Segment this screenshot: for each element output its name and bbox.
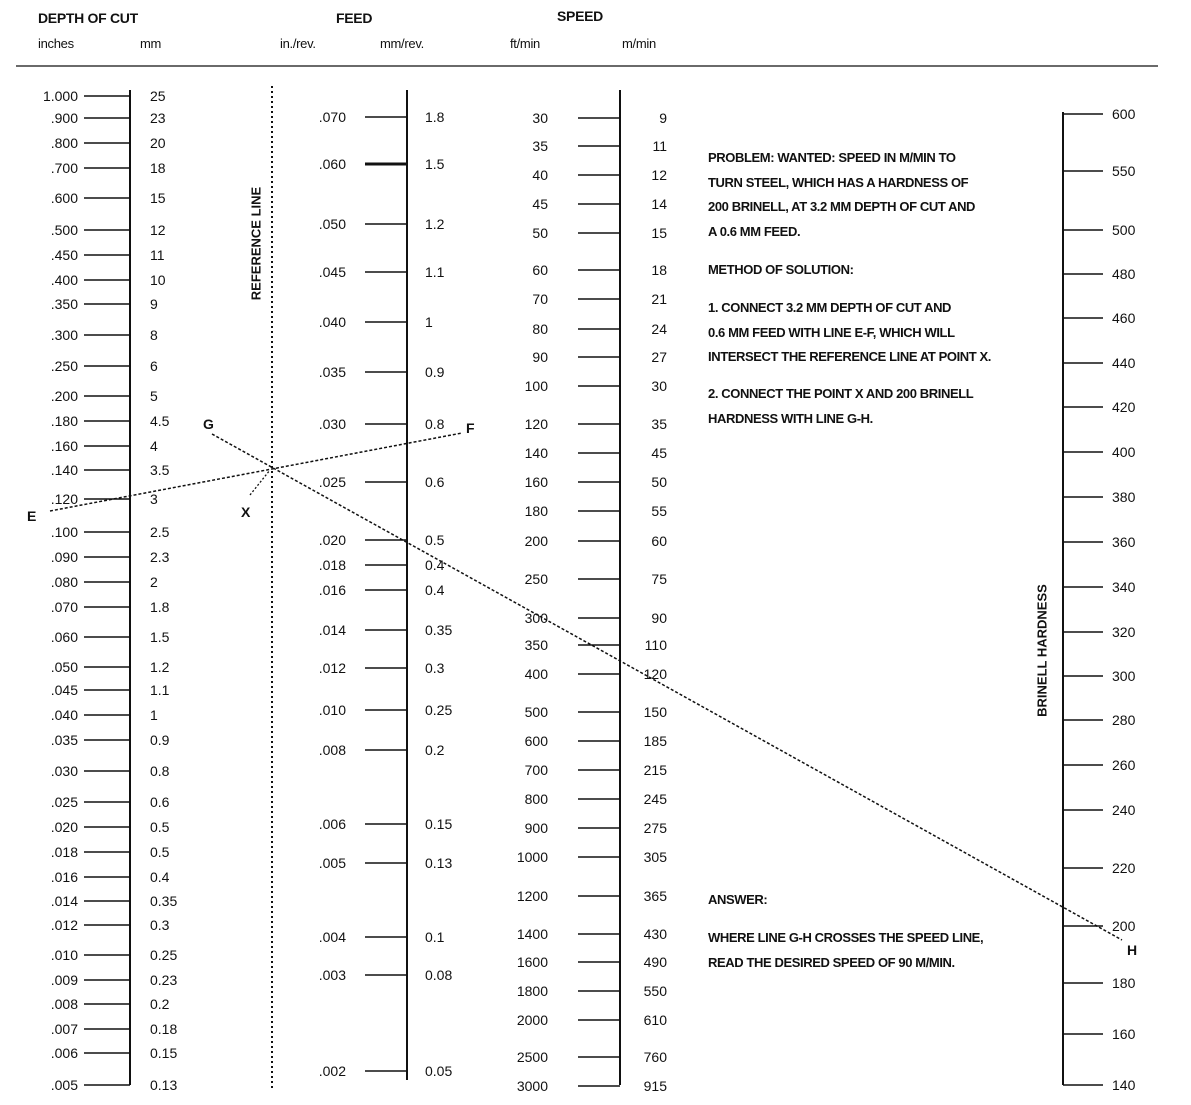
depth-mm-label: 0.3 (150, 917, 170, 933)
brinell-label: 340 (1112, 579, 1136, 595)
speed-mmin-label: 430 (643, 926, 667, 942)
depth-mm-label: 0.25 (150, 947, 178, 963)
depth-inch-label: .200 (50, 388, 78, 404)
depth-inch-label: .160 (50, 438, 78, 454)
speed-ftmin-label: 70 (532, 291, 548, 307)
problem-line: 200 BRINELL, AT 3.2 MM DEPTH OF CUT AND (708, 199, 976, 214)
feed-inrev-label: .025 (318, 474, 346, 490)
brinell-label: 200 (1112, 918, 1136, 934)
depth-mm-label: 11 (150, 247, 165, 263)
depth-inch-label: .400 (50, 272, 78, 288)
depth-inch-label: .100 (50, 524, 78, 540)
method-line: INTERSECT THE REFERENCE LINE AT POINT X. (708, 349, 992, 364)
brinell-label: 460 (1112, 310, 1136, 326)
speed-mmin-label: 45 (651, 445, 667, 461)
depth-mm-label: 6 (150, 358, 158, 374)
speed-mmin-label: 365 (643, 888, 667, 904)
depth-mm-label: 12 (150, 222, 166, 238)
speed-ftmin-label: 80 (532, 321, 548, 337)
depth-inch-label: .008 (50, 996, 78, 1012)
brinell-label: 420 (1112, 399, 1136, 415)
point-e-label: E (27, 508, 37, 524)
x-pointer (250, 470, 270, 495)
speed-mmin-label: 55 (651, 503, 667, 519)
speed-mmin-label: 18 (651, 262, 667, 278)
speed-ftmin-label: 250 (524, 571, 548, 587)
speed-title: SPEED (557, 8, 603, 24)
brinell-label: 360 (1112, 534, 1136, 550)
speed-ftmin-label: 1600 (516, 954, 548, 970)
depth-inch-label: .025 (50, 794, 78, 810)
brinell-label: 600 (1112, 106, 1136, 122)
speed-ftmin-label: 50 (532, 225, 548, 241)
depth-mm-label: 0.23 (150, 972, 178, 988)
feed-mmrev-label: 0.13 (425, 855, 453, 871)
point-g-label: G (203, 416, 214, 432)
depth-inch-label: .006 (50, 1045, 78, 1061)
feed-inrev-label: .040 (318, 314, 346, 330)
depth-mm-label: 18 (150, 160, 166, 176)
problem-text (708, 146, 975, 244)
speed-mmin-label: 120 (643, 666, 667, 682)
depth-inch-label: .009 (50, 972, 78, 988)
speed-mmin-label: 24 (651, 321, 667, 337)
speed-mmin-label: 27 (651, 349, 667, 365)
depth-mm-label: 25 (150, 88, 166, 104)
speed-ftmin-label: 300 (524, 610, 548, 626)
depth-mm-label: 1.5 (150, 629, 170, 645)
speed-ftmin-label: 200 (524, 533, 548, 549)
feed-inrev-label: .014 (318, 622, 346, 638)
speed-ftmin-label: 1800 (516, 983, 548, 999)
depth-inch-label: .140 (50, 462, 78, 478)
feed-inrev-label: .050 (318, 216, 346, 232)
feed-inrev-label: .035 (318, 364, 346, 380)
speed-ftmin-label: 40 (532, 167, 548, 183)
speed-ftmin-label: 800 (524, 791, 548, 807)
depth-mm-label: 4 (150, 438, 158, 454)
feed-inrev-label: .016 (318, 582, 346, 598)
feed-mmrev-label: 0.2 (425, 742, 445, 758)
speed-mmin-label: 305 (643, 849, 667, 865)
depth-inch-label: .350 (50, 296, 78, 312)
speed-mmin-label: 12 (651, 167, 667, 183)
speed-ftmin-label: 35 (532, 138, 548, 154)
depth-mm-label: 3.5 (150, 462, 170, 478)
depth-inch-label: .120 (50, 491, 78, 507)
feed-mmrev-label: 0.8 (425, 416, 445, 432)
depth-mm-label: 0.4 (150, 869, 170, 885)
point-x-label: X (241, 504, 251, 520)
answer-title: ANSWER: (708, 892, 768, 907)
depth-inch-label: .800 (50, 135, 78, 151)
feed-inrev-label: .006 (318, 816, 346, 832)
speed-ftmin-label: 3000 (516, 1078, 548, 1094)
feed-inrev-label: .003 (318, 967, 346, 983)
depth-mm-label: 2 (150, 574, 158, 590)
depth-mm-label: 10 (150, 272, 166, 288)
speed-mmin-label: 75 (651, 571, 667, 587)
speed-ftmin-label: 1000 (516, 849, 548, 865)
speed-ftmin-label: 350 (524, 637, 548, 653)
depth-mm-label: 1.1 (150, 682, 170, 698)
depth-inch-label: .090 (50, 549, 78, 565)
feed-mmrev-label: 0.4 (425, 582, 445, 598)
brinell-label: 400 (1112, 444, 1136, 460)
depth-inch-label: .007 (50, 1021, 78, 1037)
speed-ftmin-label: 700 (524, 762, 548, 778)
speed-mmin-label: 30 (651, 378, 667, 394)
depth-inch-label: .900 (50, 110, 78, 126)
speed-ftmin-unit: ft/min (510, 36, 540, 51)
depth-mm-label: 0.9 (150, 732, 170, 748)
brinell-label: 320 (1112, 624, 1136, 640)
point-h-label: H (1127, 942, 1138, 958)
speed-mmin-label: 550 (643, 983, 667, 999)
speed-mmin-label: 185 (643, 733, 667, 749)
feed-inrev-label: .030 (318, 416, 346, 432)
depth-mm-label: 1.2 (150, 659, 170, 675)
depth-mm-label: 4.5 (150, 413, 170, 429)
speed-ftmin-label: 100 (524, 378, 548, 394)
depth-inch-label: .030 (50, 763, 78, 779)
feed-title: FEED (336, 10, 373, 26)
speed-mmin-label: 11 (652, 138, 667, 154)
feed-mmrev-label: 0.05 (425, 1063, 453, 1079)
feed-inrev-label: .004 (318, 929, 346, 945)
feed-mmrev-label: 0.4 (425, 557, 445, 573)
speed-ftmin-label: 45 (532, 196, 548, 212)
speed-ftmin-label: 30 (532, 110, 548, 126)
depth-inch-label: .070 (50, 599, 78, 615)
line-e-f (50, 433, 462, 511)
feed-inrev-label: .005 (318, 855, 346, 871)
feed-mmrev-label: 0.5 (425, 532, 445, 548)
speed-mmin-label: 245 (643, 791, 667, 807)
depth-of-cut-title: DEPTH OF CUT (38, 10, 138, 26)
depth-mm-label: 0.5 (150, 844, 170, 860)
feed-mmrev-unit: mm/rev. (380, 36, 424, 51)
speed-mmin-label: 215 (643, 762, 667, 778)
feed-inrev-label: .010 (318, 702, 346, 718)
speed-mmin-label: 15 (651, 225, 667, 241)
speed-ftmin-label: 500 (524, 704, 548, 720)
feed-inrev-label: .008 (318, 742, 346, 758)
feed-mmrev-label: 1.5 (425, 156, 445, 172)
brinell-label: 220 (1112, 860, 1136, 876)
depth-inch-label: .012 (50, 917, 78, 933)
speed-mmin-label: 35 (651, 416, 667, 432)
depth-mm-label: 9 (150, 296, 158, 312)
speed-ftmin-label: 90 (532, 349, 548, 365)
depth-mm-label: 0.35 (150, 893, 178, 909)
depth-mm-label: 0.5 (150, 819, 170, 835)
answer-line: READ THE DESIRED SPEED OF 90 M/MIN. (708, 954, 955, 970)
depth-mm-label: 0.2 (150, 996, 170, 1012)
speed-mmin-label: 110 (644, 637, 667, 653)
depth-inch-label: .018 (50, 844, 78, 860)
depth-inch-label: .060 (50, 629, 78, 645)
feed-mmrev-label: 0.9 (425, 364, 445, 380)
speed-mmin-label: 60 (651, 533, 667, 549)
feed-mmrev-label: 0.3 (425, 660, 445, 676)
depth-inch-label: .600 (50, 190, 78, 206)
problem-line: PROBLEM: WANTED: SPEED IN M/MIN TO (708, 150, 956, 165)
depth-mm-label: 20 (150, 135, 166, 151)
feed-mmrev-label: 0.1 (425, 929, 445, 945)
feed-inrev-label: .018 (318, 557, 346, 573)
depth-inch-label: .250 (50, 358, 78, 374)
depth-inches-unit: inches (38, 36, 74, 51)
speed-ftmin-label: 140 (524, 445, 548, 461)
speed-mmin-label: 90 (651, 610, 667, 626)
depth-inch-label: .700 (50, 160, 78, 176)
depth-mm-label: 1.8 (150, 599, 170, 615)
speed-ftmin-label: 600 (524, 733, 548, 749)
speed-ftmin-label: 180 (524, 503, 548, 519)
speed-mmin-label: 275 (643, 820, 667, 836)
brinell-label: 440 (1112, 355, 1136, 371)
answer-text (708, 926, 983, 975)
depth-inch-label: .005 (50, 1077, 78, 1093)
method-line: 0.6 MM FEED WITH LINE E-F, WHICH WILL (708, 324, 955, 340)
depth-mm-unit: mm (140, 36, 162, 51)
depth-mm-label: 0.15 (150, 1045, 178, 1061)
brinell-label: 550 (1112, 163, 1136, 179)
speed-mmin-label: 150 (643, 704, 667, 720)
speed-mmin-label: 610 (643, 1012, 667, 1028)
depth-mm-label: 2.5 (150, 524, 170, 540)
depth-inch-label: .016 (50, 869, 78, 885)
depth-inch-label: .010 (50, 947, 78, 963)
method-line: HARDNESS WITH LINE G-H. (708, 410, 873, 426)
depth-inch-label: .040 (50, 707, 78, 723)
depth-mm-label: 0.18 (150, 1021, 178, 1037)
brinell-label: 500 (1112, 222, 1136, 238)
problem-line: A 0.6 MM FEED. (708, 223, 801, 239)
speed-ftmin-label: 400 (524, 666, 548, 682)
depth-mm-label: 5 (150, 388, 158, 404)
feed-inrev-label: .045 (318, 264, 346, 280)
depth-mm-label: 23 (150, 110, 166, 126)
depth-inch-label: .080 (50, 574, 78, 590)
depth-mm-label: 0.13 (150, 1077, 178, 1093)
brinell-label: 240 (1112, 802, 1136, 818)
speed-ftmin-label: 160 (524, 474, 548, 490)
answer-line: WHERE LINE G-H CROSSES THE SPEED LINE, (708, 930, 984, 945)
brinell-label: 300 (1112, 668, 1136, 684)
depth-mm-label: 0.8 (150, 763, 170, 779)
problem-line: TURN STEEL, WHICH HAS A HARDNESS OF (708, 174, 969, 190)
speed-ftmin-label: 120 (524, 416, 548, 432)
brinell-label: 260 (1112, 757, 1136, 773)
feed-mmrev-label: 0.08 (425, 967, 453, 983)
depth-inch-label: .450 (50, 247, 78, 263)
method-step-2 (708, 382, 973, 431)
method-title: METHOD OF SOLUTION: (708, 262, 854, 277)
feed-mmrev-label: 0.25 (425, 702, 453, 718)
depth-inch-label: .020 (50, 819, 78, 835)
feed-mmrev-label: 1.8 (425, 109, 445, 125)
reference-line-label: REFERENCE LINE (248, 186, 264, 301)
speed-mmin-unit: m/min (622, 36, 656, 51)
brinell-label: 280 (1112, 712, 1136, 728)
method-step-1 (708, 296, 991, 370)
feed-mmrev-label: 0.35 (425, 622, 453, 638)
method-line: 1. CONNECT 3.2 MM DEPTH OF CUT AND (708, 300, 952, 315)
depth-inch-label: .014 (50, 893, 78, 909)
brinell-label: 380 (1112, 489, 1136, 505)
depth-inch-label: .035 (50, 732, 78, 748)
depth-inch-label: .300 (50, 327, 78, 343)
speed-mmin-label: 915 (643, 1078, 667, 1094)
feed-mmrev-label: 1.1 (425, 264, 445, 280)
depth-mm-label: 15 (150, 190, 166, 206)
feed-mmrev-label: 0.6 (425, 474, 445, 490)
depth-mm-label: 2.3 (150, 549, 170, 565)
speed-mmin-label: 50 (651, 474, 667, 490)
feed-mmrev-label: 0.15 (425, 816, 453, 832)
depth-inch-label: .180 (50, 413, 78, 429)
speed-mmin-label: 14 (651, 196, 667, 212)
speed-mmin-label: 760 (643, 1049, 667, 1065)
feed-inrev-unit: in./rev. (280, 36, 316, 51)
depth-mm-label: 3 (150, 491, 158, 507)
speed-ftmin-label: 900 (524, 820, 548, 836)
speed-ftmin-label: 1400 (516, 926, 548, 942)
speed-ftmin-label: 2500 (516, 1049, 548, 1065)
depth-inch-label: .045 (50, 682, 78, 698)
depth-inch-label: .050 (50, 659, 78, 675)
speed-ftmin-label: 1200 (516, 888, 548, 904)
brinell-hardness-label: BRINELL HARDNESS (1034, 584, 1050, 717)
method-line: 2. CONNECT THE POINT X AND 200 BRINELL (708, 386, 974, 401)
brinell-label: 180 (1112, 975, 1136, 991)
depth-inch-label: 1.000 (42, 88, 78, 104)
point-f-label: F (466, 420, 475, 436)
feed-inrev-label: .020 (318, 532, 346, 548)
feed-mmrev-label: 1.2 (425, 216, 445, 232)
speed-mmin-label: 9 (659, 110, 667, 126)
depth-mm-label: 1 (150, 707, 158, 723)
line-g-h (212, 434, 1122, 940)
speed-mmin-label: 21 (651, 291, 667, 307)
brinell-label: 140 (1112, 1077, 1136, 1093)
feed-mmrev-label: 1 (425, 314, 433, 330)
feed-inrev-label: .002 (318, 1063, 346, 1079)
feed-inrev-label: .060 (318, 156, 346, 172)
depth-mm-label: 8 (150, 327, 158, 343)
feed-inrev-label: .012 (318, 660, 346, 676)
depth-inch-label: .500 (50, 222, 78, 238)
speed-ftmin-label: 60 (532, 262, 548, 278)
speed-mmin-label: 490 (643, 954, 667, 970)
speed-ftmin-label: 2000 (516, 1012, 548, 1028)
brinell-label: 480 (1112, 266, 1136, 282)
feed-inrev-label: .070 (318, 109, 346, 125)
depth-mm-label: 0.6 (150, 794, 170, 810)
brinell-label: 160 (1112, 1026, 1136, 1042)
